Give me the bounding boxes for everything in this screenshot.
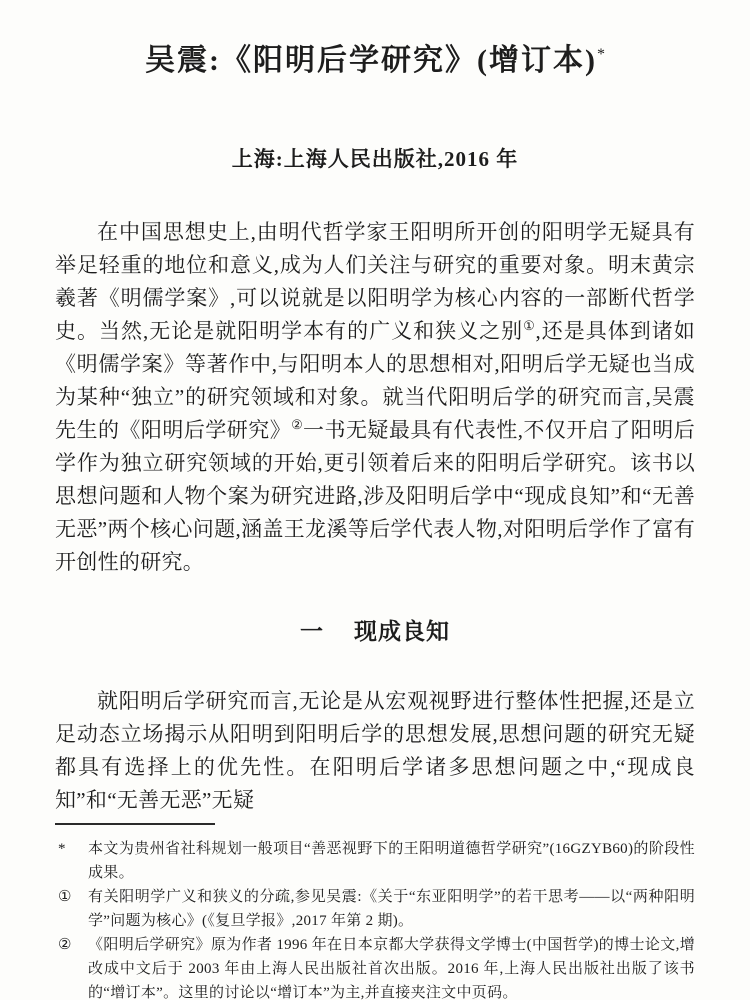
section-number: 一 bbox=[300, 618, 324, 644]
footnote-marker: * bbox=[58, 841, 66, 857]
footnote-text: 《阳明后学研究》原为作者 1996 年在日本京都大学获得文学博士(中国哲学)的博士论文,增改成中文后于 2003 年由上海人民出版社首次出版。2016 年,上海人民出版社出版了该书的“增订本”。这里的讨论以“增订本”为主,并直接夹注文中页码。 bbox=[88, 937, 695, 1000]
title-footnote-marker: * bbox=[596, 46, 605, 63]
publisher-line: 上海:上海人民出版社,2016 年 bbox=[231, 147, 519, 171]
scanned-page bbox=[0, 40, 750, 1000]
footnote-text: 本文为贵州省社科规划一般项目“善恶视野下的王阳明道德哲学研究”(16GZYB60)的阶段性成果。 bbox=[88, 841, 695, 881]
paragraph1-part3: 一书无疑最具有代表性,不仅开启了阳明后学作为独立研究领域的开始,更引领着后来的阳明后学研究。该书以思想问题和人物个案为研究进路,涉及阳明后学中“现成良知”和“无善无恶”两个核心问题,涵盖王龙溪等后学代表人物,对阳明后学作了富有开创性的研究。 bbox=[55, 418, 695, 574]
footnote-marker: ① bbox=[58, 889, 72, 905]
footnote-text: 有关阳明学广义和狭义的分疏,参见吴震:《关于“东亚阳明学”的若干思考——以“两种阳明学”问题为核心》(《复旦学报》,2017 年第 2 期)。 bbox=[88, 889, 695, 929]
footnote-ref-2: ② bbox=[291, 417, 303, 432]
body-paragraph-2: 就阳明后学研究而言,无论是从宏观视野进行整体性把握,还是立足动态立场揭示从阳明到阳明后学的思想发展,思想问题的研究无疑都具有选择上的优先性。在阳明后学诸多思想问题之中,“现成良知”和“无善无恶”无疑 bbox=[55, 689, 695, 812]
footnote-area bbox=[55, 823, 695, 1000]
paragraph1-part1: 在中国思想史上,由明代哲学家王阳明所开创的阳明学无疑具有举足轻重的地位和意义,成为人们关注与研究的重要对象。明末黄宗羲著《明儒学案》,可以说就是以阳明学为核心内容的一部断代哲学史。当然,无论是就阳明学本有的广义和狭义之别 bbox=[55, 220, 695, 343]
footnote-item bbox=[55, 885, 695, 933]
section-title: 现成良知 bbox=[354, 618, 450, 644]
footnote-item bbox=[55, 837, 695, 885]
article-title bbox=[55, 40, 695, 82]
footnote-ref-1: ① bbox=[523, 318, 536, 333]
paragraph1-part2: ,还是具体到诸如《明儒学案》等著作中,与阳明本人的思想相对,阳明后学无疑也当成为某种“独立”的研究领域和对象。就当代阳明后学的研究而言,吴震先生的《阳明后学研究》 bbox=[55, 319, 695, 442]
article-title-text: 吴震:《阳明后学研究》(增订本) bbox=[145, 44, 597, 77]
section-heading bbox=[55, 615, 695, 647]
footnote-marker: ② bbox=[58, 937, 72, 953]
body-paragraph-1 bbox=[55, 216, 695, 579]
footnote-separator bbox=[55, 823, 215, 825]
footnote-item bbox=[55, 933, 695, 1000]
